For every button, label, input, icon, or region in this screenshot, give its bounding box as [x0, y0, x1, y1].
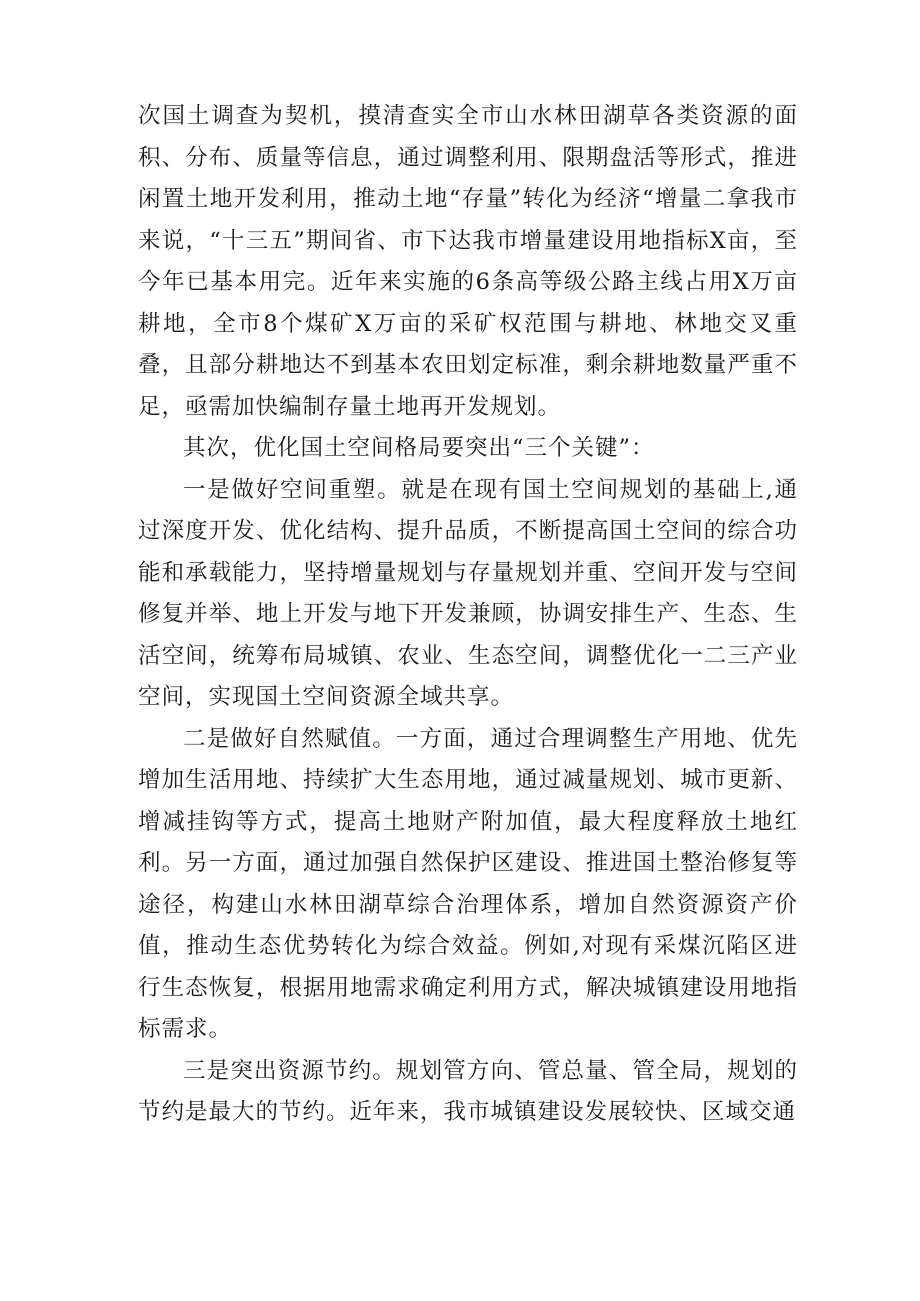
paragraph-three-keys: 其次，优化国土空间格局要突出“三个关键”：: [183, 435, 655, 461]
paragraph-land-survey: 次国土调查为契机，摸清查实全市山水林田湖草各类资源的面积、分布、质量等信息，通过调整利用、限期盘活等形式，推进闲置土地开发利用，推动土地“存量”转化为经济“增量二拿我市来说，“十三五”期间省、市下达我市增量建设用地指标X亩，至今年已基本用完。近年来实施的6条高等级公路主线占用X万亩耕地，全市8个煤矿X万亩的采矿权范围与耕地、林地交叉重叠，且部分耕地达不到基本农田划定标准，剩余耕地数量严重不足，亟需加快编制存量土地再开发规划。: [138, 103, 798, 420]
paragraph-natural-value: 二是做好自然赋值。一方面，通过合理调整生产用地、优先增加生活用地、持续扩大生态用地，通过减量规划、城市更新、增减挂钩等方式，提高土地财产附加值，最大程度释放土地红利。另一方面，通过加强自然保护区建设、推进国土整治修复等途径，构建山水林田湖草综合治理体系，增加自然资源资产价值，推动生态优势转化为综合效益。例如,对现有采煤沉陷区进行生态恢复，根据用地需求确定利用方式，解决城镇建设用地指标需求。: [138, 725, 798, 1042]
document-body: [138, 96, 798, 1134]
paragraph-resource-saving: 三是突出资源节约。规划管方向、管总量、管全局，规划的节约是最大的节约。近年来，我市城镇建设发展较快、区域交通: [138, 1057, 798, 1125]
paragraph-space-reshaping: 一是做好空间重塑。就是在现有国土空间规划的基础上,通过深度开发、优化结构、提升品质，不断提高国土空间的综合功能和承载能力，坚持增量规划与存量规划并重、空间开发与空间修复并举、地上开发与地下开发兼顾，协调安排生产、生态、生活空间，统筹布局城镇、农业、生态空间，调整优化一二三产业空间，实现国土空间资源全域共享。: [138, 476, 798, 710]
